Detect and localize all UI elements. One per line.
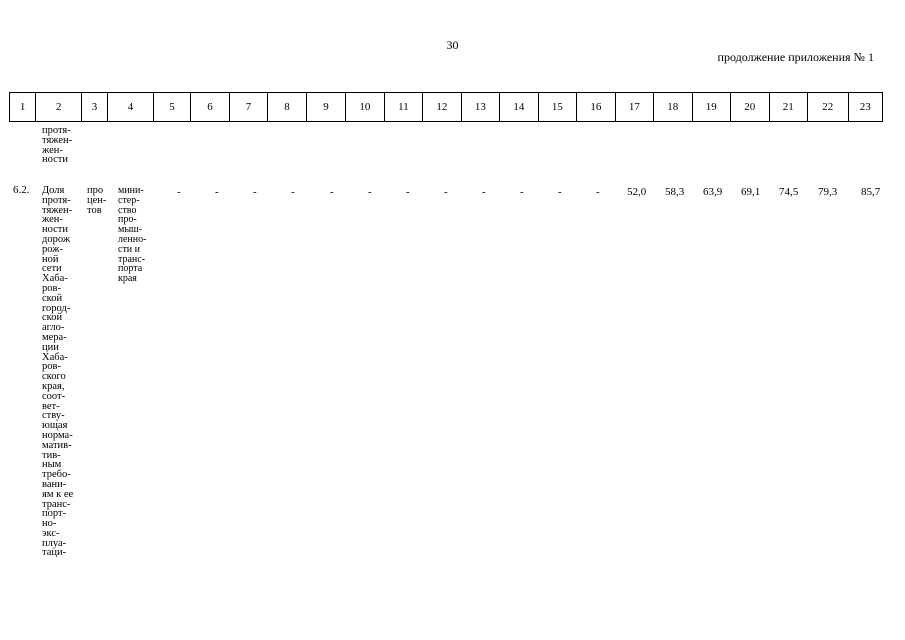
empty-mark-col-10: - <box>368 186 372 198</box>
row-number: 6.2. <box>13 184 30 196</box>
value-col-20: 69,1 <box>741 186 761 198</box>
empty-mark-col-11: - <box>406 186 410 198</box>
column-header-12: 12 <box>423 93 461 122</box>
empty-mark-col-16: - <box>596 186 600 198</box>
value-col-19: 63,9 <box>703 186 723 198</box>
column-header-13: 13 <box>461 93 499 122</box>
empty-mark-col-5: - <box>177 186 181 198</box>
column-header-11: 11 <box>384 93 422 122</box>
column-header-21: 21 <box>769 93 807 122</box>
column-header-17: 17 <box>615 93 653 122</box>
value-col-23: 85,7 <box>861 186 881 198</box>
empty-mark-col-7: - <box>253 186 257 198</box>
page-number: 30 <box>446 38 459 52</box>
column-header-23: 23 <box>848 93 883 122</box>
value-col-17: 52,0 <box>627 186 647 198</box>
value-col-18: 58,3 <box>665 186 685 198</box>
column-header-7: 7 <box>229 93 267 122</box>
column-header-19: 19 <box>692 93 730 122</box>
column-header-6: 6 <box>191 93 229 122</box>
column-header-15: 15 <box>538 93 576 122</box>
empty-mark-col-15: - <box>558 186 562 198</box>
column-header-5: 5 <box>153 93 190 122</box>
column-header-18: 18 <box>654 93 692 122</box>
column-header-14: 14 <box>500 93 538 122</box>
continuation-label: продолжение приложения № 1 <box>717 50 874 64</box>
column-header-2: 2 <box>36 93 82 122</box>
value-col-22: 79,3 <box>818 186 838 198</box>
empty-mark-col-13: - <box>482 186 486 198</box>
column-header-row <box>9 92 883 122</box>
empty-mark-col-14: - <box>520 186 524 198</box>
unit-of-measure: про цен- тов <box>87 185 107 216</box>
value-col-21: 74,5 <box>779 186 799 198</box>
column-header-9: 9 <box>306 93 345 122</box>
indicator-name: Доля протя- тяжен- жен- ности дорож рож- ной сети Хаба- ров- ской город- ской агло- мера- ции Хаба- ров- ского края, соот- вет- ству- ющая норма- матив- тив- ным требо- вани- ям к ее транс- порт- но- экс- плуа- таци- <box>42 185 74 559</box>
column-header-8: 8 <box>268 93 306 122</box>
responsible-executor: мини- стер- ство про- мыш- ленно- сти и транс- порта края <box>118 185 147 285</box>
column-header-10: 10 <box>346 93 384 122</box>
column-header-3: 3 <box>81 93 107 122</box>
carryover-text: протя- тяжен- жен- ности <box>42 125 73 166</box>
empty-mark-col-9: - <box>330 186 334 198</box>
column-header-22: 22 <box>808 93 849 122</box>
empty-mark-col-6: - <box>215 186 219 198</box>
column-header-1: 1 <box>10 93 36 122</box>
column-header-16: 16 <box>577 93 615 122</box>
column-header-4: 4 <box>108 93 154 122</box>
empty-mark-col-8: - <box>291 186 295 198</box>
empty-mark-col-12: - <box>444 186 448 198</box>
column-header-20: 20 <box>731 93 769 122</box>
